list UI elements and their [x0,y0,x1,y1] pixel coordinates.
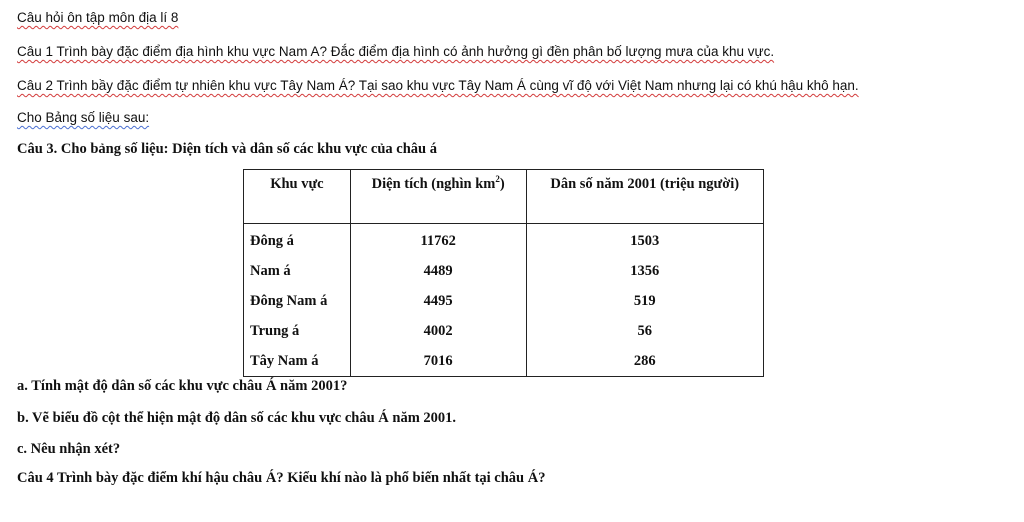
table-row [244,256,764,286]
question-2: Câu 2 Trình bầy đặc điểm tự nhiên khu vực Tây Nam Á? Tại sao khu vực Tây Nam Á cùng vĩ độ với Việt Nam nhưng lại có khú hậu khô hạn. [17,78,859,93]
table-row [244,316,764,346]
question-3b: b. Vẽ biểu đồ cột thể hiện mật độ dân số các khu vực châu Á năm 2001. [17,410,457,426]
cell-region: Đông á [244,224,351,257]
cell-area: 4489 [350,256,526,286]
cell-area: 11762 [350,224,526,257]
header-region: Khu vực [244,170,351,224]
table-intro: Cho Bảng số liệu sau: [17,110,150,125]
table-row [244,224,764,257]
cell-area: 7016 [350,346,526,377]
cell-population: 1503 [526,224,764,257]
header-population: Dân số năm 2001 (triệu người) [526,170,764,224]
table-row [244,346,764,377]
question-3a: a. Tính mật độ dân số các khu vực châu Á năm 2001? [17,378,348,394]
cell-population: 519 [526,286,764,316]
header-area-sup: 2 [495,174,500,185]
question-3c: c. Nêu nhận xét? [17,441,121,457]
cell-population: 56 [526,316,764,346]
table-header-row [244,170,764,224]
cell-region: Trung á [244,316,351,346]
data-table [243,169,764,377]
question-3: Câu 3. Cho bảng số liệu: Diện tích và dân số các khu vực của châu á [17,141,437,157]
question-1: Câu 1 Trình bày đặc điểm địa hình khu vực Nam A? Đắc điểm địa hình có ảnh hưởng gì đền phân bố lượng mưa của khu vực. [17,44,775,59]
table-row [244,286,764,316]
header-area [350,170,526,224]
header-area-text: Diện tích (nghìn km [371,176,496,192]
document-title: Câu hỏi ôn tập môn địa lí 8 [17,10,179,25]
question-4: Câu 4 Trình bày đặc điểm khí hậu châu Á? Kiểu khí nào là phổ biến nhất tại châu Á? [17,470,546,486]
header-area-close: ) [499,176,505,192]
cell-population: 286 [526,346,764,377]
cell-region: Đông Nam á [244,286,351,316]
cell-area: 4002 [350,316,526,346]
cell-region: Nam á [244,256,351,286]
cell-region: Tây Nam á [244,346,351,377]
cell-population: 1356 [526,256,764,286]
cell-area: 4495 [350,286,526,316]
